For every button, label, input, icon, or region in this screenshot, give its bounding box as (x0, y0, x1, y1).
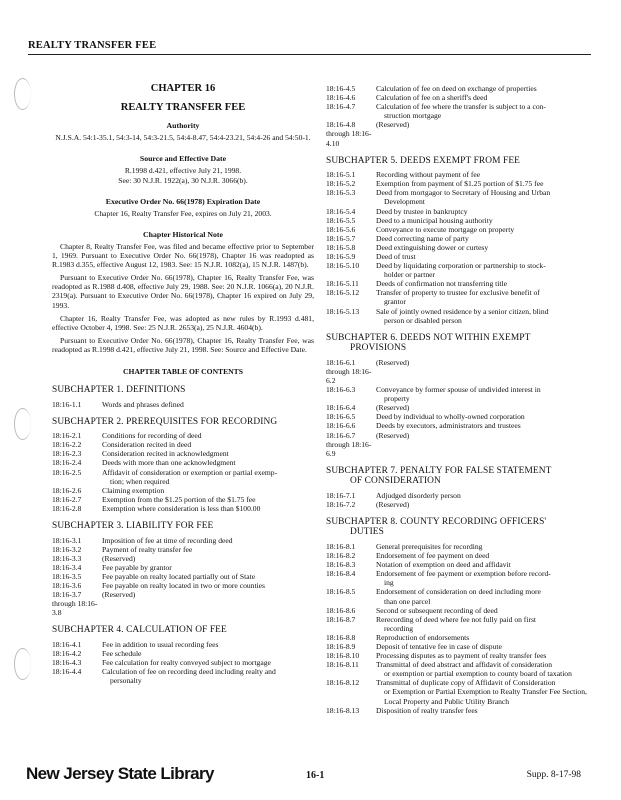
toc-entry (326, 261, 588, 279)
section-number: 18:16-2.5 (52, 467, 82, 477)
section-number: 18:16-5.7 (326, 233, 356, 243)
source-text: See: 30 N.J.R. 1922(a), 30 N.J.R. 3066(b). (118, 175, 248, 185)
section-title-text: (Reserved) (102, 553, 136, 563)
toc-entry (326, 288, 588, 306)
section-title (100, 554, 314, 563)
subchapter-title: SUBCHAPTER 2. PREREQUISITES FOR RECORDING (52, 416, 278, 427)
section-number: 18:16-5.13 (326, 306, 360, 316)
toc-entry (326, 307, 588, 325)
section-title-continuation: or Exemption or Partial Exemption to Realty Transfer Fee Section, Local Property and Public Utility Branch (384, 687, 587, 706)
toc-entry (326, 225, 588, 234)
section-title-continuation: grantor (384, 297, 406, 307)
toc-entry (52, 440, 314, 449)
section-title-text: Fee in addition to usual recording fees (102, 639, 219, 649)
section-title (100, 486, 314, 495)
section-title-continuation: or exemption or partial exemption to county board of taxation (384, 669, 572, 679)
toc-entry (52, 536, 314, 545)
section-number: 18:16-5.4 (326, 206, 356, 216)
history-paragraph: Chapter 16, Realty Transfer Fee, was adopted as new rules by R.1993 d.481, effective October 4, 1998. See: 25 N.J.R. 2653(a), 25 N.J.R. 4604(b). (52, 313, 314, 332)
section-title (100, 449, 314, 458)
supplement-date: Supp. 8-17-98 (526, 770, 581, 780)
section-number: 18:16-4.6 (326, 93, 356, 103)
toc-entry (52, 649, 314, 658)
section-number: 18:16-8.5 (326, 587, 356, 597)
section-number: 18:16-2.7 (52, 494, 82, 504)
subchapter-title-continuation: OF CONSIDERATION (350, 476, 441, 487)
section-number: 18:16-6.3 (326, 385, 356, 395)
toc-entry (326, 706, 588, 715)
section-title (374, 288, 588, 306)
section-title-text: (Reserved) (376, 357, 410, 367)
section-title-text: (Reserved) (102, 590, 136, 600)
authority-heading: Authority (166, 121, 200, 131)
section-number: 18:16-8.10 (326, 651, 360, 661)
toc-entry (326, 421, 588, 430)
section-title (374, 188, 588, 206)
section-number: 18:16-5.12 (326, 288, 360, 298)
section-title (374, 385, 588, 403)
section-title-text: Conditions for recording of deed (102, 431, 202, 441)
section-number: 18:16-3.1 (52, 535, 82, 545)
punch-hole-mark (14, 408, 31, 440)
page-number: 16-1 (306, 770, 325, 781)
history-heading: Chapter Historical Note (143, 229, 223, 239)
chapter-title: REALTY TRANSFER FEE (120, 102, 246, 114)
exec-order-heading: Executive Order No. 66(1978) Expiration Date (105, 196, 261, 206)
toc-entry (52, 458, 314, 467)
section-title-text: Words and phrases defined (102, 399, 184, 409)
section-title (374, 403, 588, 412)
toc-entry (52, 468, 314, 486)
section-number: 18:16-5.1 (326, 170, 356, 180)
toc-entry (52, 449, 314, 458)
section-title-text: Deeds of confirmation not transferring title (376, 279, 507, 289)
section-title-text: Exemption from payment of $1.25 portion of $1.75 fee (376, 179, 544, 189)
toc-entry (52, 545, 314, 554)
section-number: 18:16-3.2 (52, 544, 82, 554)
section-title-text: Conveyance by former spouse of undivided interest in (376, 385, 541, 395)
section-title (374, 642, 588, 651)
section-title (374, 569, 588, 587)
punch-hole-mark (14, 648, 31, 680)
section-title-text: Calculation of fee on deed on exchange of properties (376, 84, 537, 93)
toc-entry (326, 678, 588, 705)
section-number: 18:16-8.7 (326, 614, 356, 624)
section-number: 18:16-4.4 (52, 667, 82, 677)
toc-entry (326, 207, 588, 216)
section-title (374, 179, 588, 188)
toc-entry (52, 658, 314, 667)
section-title-continuation: ing (384, 578, 394, 588)
section-title-text: (Reserved) (376, 403, 410, 413)
section-title-text: Consideration recited in deed (102, 440, 192, 450)
toc-entry (326, 569, 588, 587)
exec-order-text: Chapter 16, Realty Transfer Fee, expires on July 21, 2003. (94, 208, 272, 218)
section-title-text: Sale of jointly owned residence by a senior citizen, blind (376, 306, 549, 316)
section-title (100, 581, 314, 590)
section-title-text: Endorsement of fee payment or exemption before record- (376, 569, 551, 579)
section-title-text: Deed of trust (376, 252, 416, 261)
right-top-entries (326, 84, 588, 148)
section-number: 18:16-8.4 (326, 569, 356, 579)
section-title-text: (Reserved) (376, 499, 410, 509)
section-title-text: Transmittal of duplicate copy of Affidavit of Consideration (376, 678, 556, 688)
section-number: 18:16-2.1 (52, 431, 82, 441)
section-number: 18:16-4.2 (52, 648, 82, 658)
section-title-continuation: Development (384, 197, 425, 207)
section-title (100, 640, 314, 649)
section-title-text: Adjudged disorderly person (376, 490, 461, 500)
section-number: 18:16-3.3 (52, 553, 82, 563)
subchapter-heading (326, 156, 588, 167)
section-title (100, 590, 314, 617)
section-title (374, 207, 588, 216)
section-title-text: Disposition of realty transfer fees (376, 705, 478, 715)
section-title (100, 400, 314, 409)
section-title-text: General prerequisites for recording (376, 541, 483, 551)
section-title-continuation: holder or partner (384, 270, 436, 280)
section-title (374, 431, 588, 458)
history-note (52, 242, 314, 354)
toc-entry (326, 252, 588, 261)
section-title-text: Deed from mortgagor to Secretary of Housing and Urban (376, 188, 551, 198)
section-title (374, 491, 588, 500)
toc-entry (52, 590, 314, 617)
section-title (374, 170, 588, 179)
toc-entry (52, 581, 314, 590)
section-number: 18:16-8.13 (326, 705, 360, 715)
toc-entry (326, 500, 588, 509)
subchapter-heading (326, 466, 588, 487)
section-title-text: Exemption where consideration is less than $100.00 (102, 503, 261, 513)
toc-entry (52, 640, 314, 649)
toc-entry (326, 542, 588, 551)
section-title-text: Deed correcting name of party (376, 233, 469, 243)
section-title (374, 93, 588, 102)
toc-entry (326, 102, 588, 120)
section-title (374, 560, 588, 569)
section-title (374, 633, 588, 642)
section-title (374, 102, 588, 120)
subchapter-title: SUBCHAPTER 4. CALCULATION OF FEE (52, 625, 227, 636)
toc-entry (52, 504, 314, 513)
section-title-text: Deed to a municipal housing authority (376, 215, 493, 225)
section-number: 18:16-8.1 (326, 541, 356, 551)
toc-entry (326, 170, 588, 179)
section-title-text: Calculation of fee on a sheriff's deed (376, 93, 488, 103)
section-title-text: Payment of realty transfer fee (102, 544, 193, 554)
section-title-text: Fee payable on realty located in two or more counties (102, 580, 265, 590)
toc-entry (326, 188, 588, 206)
toc-entry (326, 179, 588, 188)
toc-entry (52, 667, 314, 685)
subchapter-heading (326, 517, 588, 538)
section-title-text: Claiming exemption (102, 485, 165, 495)
section-number: 18:16-5.10 (326, 261, 360, 271)
toc-entry (326, 84, 588, 93)
section-title (100, 667, 314, 685)
toc-entry (326, 587, 588, 605)
section-title-text: Calculation of fee on recording deed including realty and (102, 667, 276, 677)
subchapter-title: SUBCHAPTER 3. LIABILITY FOR FEE (52, 521, 214, 531)
section-title (100, 504, 314, 513)
chapter-label: CHAPTER 16 (150, 83, 216, 94)
section-title (374, 234, 588, 243)
section-title-text: Transmittal of deed abstract and affidavit of consideration (376, 660, 553, 670)
toc-entry (326, 385, 588, 403)
section-title (374, 660, 588, 678)
section-title-text: (Reserved) (376, 120, 410, 130)
section-number: 18:16-4.7 (326, 102, 356, 112)
section-title-text: Processing disputes as to payment of realty transfer fees (376, 651, 547, 661)
section-title (374, 421, 588, 430)
section-title-continuation: than one parcel (384, 596, 431, 606)
section-title (374, 606, 588, 615)
left-column (52, 84, 314, 685)
section-title-text: Deed by trustee in bankruptcy (376, 206, 468, 216)
section-title (374, 120, 588, 147)
section-number: 18:16-5.3 (326, 188, 356, 198)
toc-entry (52, 486, 314, 495)
toc-entry (326, 243, 588, 252)
section-number: 18:16-5.11 (326, 279, 359, 289)
section-title-text: Deposit of tentative fee in case of dispute (376, 642, 502, 651)
section-title-text: Conveyance to execute mortgage on property (376, 224, 515, 234)
toc-entry (52, 400, 314, 409)
section-title (374, 542, 588, 551)
section-number: 18:16-5.9 (326, 252, 356, 261)
section-number: 18:16-2.8 (52, 503, 82, 513)
section-title (374, 252, 588, 261)
section-number: 18:16-6.6 (326, 421, 356, 431)
section-title (374, 500, 588, 509)
section-title (374, 587, 588, 605)
toc-entry (326, 279, 588, 288)
section-title-text: Calculation of fee where the transfer is subject to a con- (376, 102, 546, 112)
library-logo: New Jersey State Library (26, 764, 214, 783)
section-title-text: (Reserved) (376, 430, 410, 440)
section-title-text: Fee schedule (102, 648, 142, 658)
section-title (100, 495, 314, 504)
section-number: 18:16-5.8 (326, 242, 356, 252)
toc-entry (326, 651, 588, 660)
section-number: 18:16-4.3 (52, 658, 82, 668)
subchapter-heading (52, 385, 314, 396)
subchapter-title: SUBCHAPTER 1. DEFINITIONS (52, 385, 186, 396)
toc-entry (326, 633, 588, 642)
punch-hole-mark (14, 78, 31, 110)
section-title (374, 216, 588, 225)
section-title (100, 563, 314, 572)
section-title-text: Notation of exemption on deed and affidavit (376, 560, 511, 570)
section-number: 18:16-2.2 (52, 440, 82, 450)
section-title (100, 572, 314, 581)
section-title-text: Imposition of fee at time of recording deed (102, 535, 233, 545)
section-number: 18:16-6.4 (326, 403, 356, 413)
running-head: REALTY TRANSFER FEE (28, 40, 157, 51)
section-number: 18:16-3.5 (52, 571, 82, 581)
section-title (100, 658, 314, 667)
header-rule (28, 54, 591, 55)
section-number: 18:16-5.2 (326, 179, 356, 189)
section-number: 18:16-2.6 (52, 485, 82, 495)
toc-entry (326, 491, 588, 500)
subchapter-title-continuation: PROVISIONS (350, 343, 407, 354)
right-column (326, 84, 588, 715)
section-title-text: Fee payable on realty located partially out of State (102, 571, 256, 581)
section-title-text: Rerecording of deed where fee not fully paid on first (376, 614, 537, 624)
right-toc (326, 156, 588, 715)
toc-entry (52, 554, 314, 563)
section-title-text: Deed by individual to wholly-owned corporation (376, 412, 525, 422)
toc-entry (326, 642, 588, 651)
left-toc (52, 385, 314, 685)
toc-entry (326, 615, 588, 633)
toc-entry (326, 403, 588, 412)
section-title-text: Deeds with more than one acknowledgment (102, 458, 236, 468)
history-paragraph: Pursuant to Executive Order No. 66(1978), Chapter 16, Realty Transfer Fee, was readopted as R.1988 d.408, effective July 29, 1988. See: 20 N.J.R. 1066(a), 20 N.J.R. 2319(a). Pursuant to Executive Order No. 66(1978), Chapter 16 expired on July 29, 1993. (52, 273, 314, 310)
section-title-text: Endorsement of consideration on deed including more (376, 587, 541, 597)
toc-entry (326, 560, 588, 569)
history-paragraph: Chapter 8, Realty Transfer Fee, was filed and became effective prior to September 1, 1969. Pursuant to Executive Order No. 66(1978), Chapter 16 was readopted as R.1983 d.355, effective August 12, 1983. See: 15 N.J.R. 1082(a), 15 N.J.R. 1487(b). (52, 241, 314, 270)
authority-text: N.J.S.A. 54:1-35.1, 54:3-14, 54:3-21.5, 54:4-8.47, 54:4-23.21, 54:4-26 and 54:50-1. (55, 133, 311, 143)
section-title (374, 551, 588, 560)
section-title (100, 545, 314, 554)
section-title-continuation: property (384, 394, 410, 404)
toc-entry (326, 412, 588, 421)
section-number: 18:16-2.4 (52, 458, 82, 468)
section-number: 18:16-5.6 (326, 224, 356, 234)
section-title (374, 279, 588, 288)
section-number: 18:16-8.8 (326, 632, 356, 642)
section-number: 18:16-8.9 (326, 642, 356, 651)
subchapter-heading (326, 333, 588, 354)
toc-entry (326, 93, 588, 102)
toc-entry (326, 660, 588, 678)
subchapter-heading (52, 417, 314, 428)
section-title-text: Deeds by executors, administrators and trustees (376, 421, 521, 431)
section-title (100, 649, 314, 658)
section-title-text: Endorsement of fee payment on deed (376, 551, 490, 561)
section-number: 18:16-4.8 through 18:16-4.10 (326, 120, 372, 148)
section-title (100, 431, 314, 440)
section-title-continuation: struction mortgage (384, 111, 442, 121)
section-title-text: Recording without payment of fee (376, 170, 481, 180)
section-title (374, 706, 588, 715)
section-title-text: Deed by liquidating corporation or partnership to stock- (376, 261, 546, 271)
section-title (374, 412, 588, 421)
section-title (374, 651, 588, 660)
section-number: 18:16-6.1 through 18:16-6.2 (326, 357, 372, 385)
section-title-text: Affidavit of consideration or exemption or partial exemp- (102, 467, 278, 477)
section-number: 18:16-2.3 (52, 449, 82, 459)
section-number: 18:16-8.3 (326, 560, 356, 570)
section-number: 18:16-6.5 (326, 412, 356, 422)
section-title (374, 307, 588, 325)
section-number: 18:16-8.11 (326, 660, 359, 670)
section-number: 18:16-8.12 (326, 678, 360, 688)
toc-entry (326, 216, 588, 225)
section-number: 18:16-8.2 (326, 551, 356, 561)
section-title-continuation: person or disabled person (384, 315, 462, 325)
toc-title: CHAPTER TABLE OF CONTENTS (123, 366, 243, 376)
section-number: 18:16-1.1 (52, 399, 82, 409)
section-number: 18:16-3.7 through 18:16-3.8 (52, 590, 98, 618)
toc-entry (326, 431, 588, 458)
section-number: 18:16-7.2 (326, 499, 356, 509)
section-title-text: Fee calculation for realty conveyed subject to mortgage (102, 658, 271, 668)
history-paragraph: Pursuant to Executive Order No. 66(1978), Chapter 16, Realty Transfer Fee, was readopted as R.1998 d.421, effective July 21, 1998. See: Source and Effective Date. (52, 335, 314, 354)
section-number: 18:16-3.6 (52, 580, 82, 590)
toc-entry (326, 551, 588, 560)
section-title-text: Reproduction of endorsements (376, 632, 470, 642)
section-title (374, 84, 588, 93)
subchapter-title: SUBCHAPTER 6. DEEDS NOT WITHIN EXEMPT (326, 332, 531, 343)
toc-entry (326, 234, 588, 243)
subchapter-title: SUBCHAPTER 5. DEEDS EXEMPT FROM FEE (326, 155, 520, 166)
section-title-continuation: personalty (110, 676, 142, 686)
section-title (374, 261, 588, 279)
section-title (100, 458, 314, 467)
toc-entry (326, 606, 588, 615)
section-title (100, 536, 314, 545)
section-title (374, 243, 588, 252)
section-title (100, 468, 314, 486)
section-title (374, 615, 588, 633)
section-number: 18:16-6.7 through 18:16-6.9 (326, 430, 372, 458)
toc-entry (52, 563, 314, 572)
section-title-text: Consideration recited in acknowledgment (102, 449, 229, 459)
section-number: 18:16-3.4 (52, 562, 82, 572)
subchapter-heading (52, 625, 314, 636)
source-heading: Source and Effective Date (139, 154, 227, 164)
subchapter-title: SUBCHAPTER 7. PENALTY FOR FALSE STATEMENT (326, 465, 552, 476)
toc-entry (52, 431, 314, 440)
section-title (374, 678, 588, 705)
section-title-text: Deed extinguishing dower or curtesy (376, 242, 489, 252)
toc-entry (52, 572, 314, 581)
section-number: 18:16-5.5 (326, 215, 356, 225)
section-title-text: Transfer of property to trustee for exclusive benefit of (376, 288, 540, 298)
subchapter-heading (52, 521, 314, 532)
section-number: 18:16-8.6 (326, 605, 356, 615)
section-title (100, 440, 314, 449)
toc-entry (326, 120, 588, 147)
section-title-text: Second or subsequent recording of deed (376, 605, 498, 615)
toc-entry (52, 495, 314, 504)
source-text: R.1998 d.421, effective July 21, 1998. (124, 166, 242, 176)
section-title (374, 225, 588, 234)
section-number: 18:16-7.1 (326, 490, 356, 500)
section-title-continuation: tion; when required (110, 476, 170, 486)
section-number: 18:16-4.5 (326, 84, 356, 93)
subchapter-title-continuation: DUTIES (350, 527, 384, 538)
subchapter-title: SUBCHAPTER 8. COUNTY RECORDING OFFICERS' (326, 516, 547, 527)
section-number: 18:16-4.1 (52, 639, 82, 649)
section-title (374, 358, 588, 385)
section-title-text: Exemption from the $1.25 portion of the $1.75 fee (102, 494, 256, 504)
toc-entry (326, 358, 588, 385)
section-title-text: Fee payable by grantor (102, 562, 172, 572)
section-title-continuation: recording (384, 623, 414, 633)
